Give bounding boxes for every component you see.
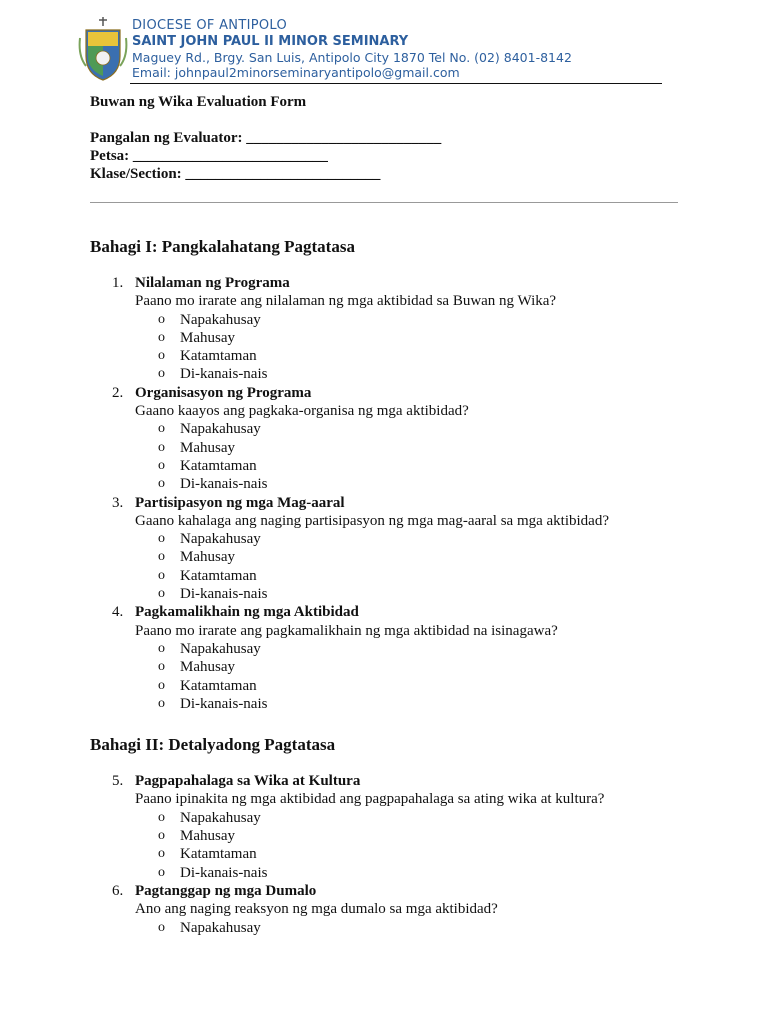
answer-option[interactable] xyxy=(135,365,680,383)
question-number: 1. xyxy=(112,275,124,291)
answer-option[interactable] xyxy=(135,567,680,585)
option-bullet-icon: o xyxy=(158,311,165,327)
school-address: Maguey Rd., Brgy. San Luis, Antipolo City 1870 Tel No. (02) 8401-8142 xyxy=(132,50,572,65)
option-bullet-icon: o xyxy=(158,567,165,583)
option-bullet-icon: o xyxy=(158,586,165,602)
seminary-seal-icon xyxy=(78,16,128,82)
option-label: Napakahusay xyxy=(180,809,261,826)
section-2-title: Bahagi II: Detalyadong Pagtatasa xyxy=(90,735,336,755)
option-bullet-icon: o xyxy=(158,864,165,880)
field-blank[interactable]: __________________________ xyxy=(132,148,328,164)
answer-option[interactable] xyxy=(135,457,680,475)
answer-option[interactable] xyxy=(135,658,680,676)
option-bullet-icon: o xyxy=(158,846,165,862)
question-number: 5. xyxy=(112,773,124,790)
option-bullet-icon: o xyxy=(158,421,165,437)
question-number: 4. xyxy=(112,604,124,621)
date-field[interactable] xyxy=(90,147,680,165)
option-label: Katamtaman xyxy=(180,457,257,474)
answer-option[interactable] xyxy=(135,439,680,457)
school-name: SAINT JOHN PAUL II MINOR SEMINARY xyxy=(132,34,409,49)
question-title: Pagpapahalaga sa Wika at Kultura xyxy=(135,773,361,790)
field-label: Klase/Section: xyxy=(90,166,182,182)
option-bullet-icon: o xyxy=(158,476,165,492)
option-bullet-icon: o xyxy=(158,659,165,675)
option-label: Napakahusay xyxy=(180,640,261,657)
question-item xyxy=(90,772,680,882)
answer-option[interactable] xyxy=(135,347,680,365)
option-bullet-icon: o xyxy=(158,549,165,565)
option-label: Di-kanais-nais xyxy=(180,864,268,881)
option-bullet-icon: o xyxy=(158,677,165,693)
section-1-questions xyxy=(90,274,680,713)
question-item xyxy=(90,494,680,604)
option-bullet-icon: o xyxy=(158,828,165,844)
answer-option[interactable] xyxy=(135,845,680,863)
question-text: Ano ang naging reaksyon ng mga dumalo sa mga aktibidad? xyxy=(135,901,498,918)
option-label: Mahusay xyxy=(180,828,235,845)
school-email: Email: johnpaul2minorseminaryantipolo@gmail.com xyxy=(132,65,460,80)
question-text: Paano mo irarate ang pagkamalikhain ng mga aktibidad na isinagawa? xyxy=(135,622,558,639)
letterhead xyxy=(78,14,664,86)
answer-options xyxy=(135,640,680,713)
question-item xyxy=(90,882,680,937)
option-bullet-icon: o xyxy=(158,695,165,711)
option-label: Mahusay xyxy=(180,329,235,346)
question-title: Partisipasyon ng mga Mag-aaral xyxy=(135,494,345,511)
answer-option[interactable] xyxy=(135,548,680,566)
option-label: Mahusay xyxy=(180,439,235,456)
letterhead-divider xyxy=(130,83,662,84)
option-bullet-icon: o xyxy=(158,531,165,547)
option-bullet-icon: o xyxy=(158,640,165,656)
question-item xyxy=(90,603,680,713)
evaluator-name-field[interactable] xyxy=(90,129,680,147)
horizontal-divider xyxy=(90,202,678,203)
answer-option[interactable] xyxy=(135,695,680,713)
question-item xyxy=(90,384,680,494)
option-label: Napakahusay xyxy=(180,421,261,438)
question-text: Gaano kahalaga ang naging partisipasyon ng mga mag-aaral sa mga aktibidad? xyxy=(135,512,609,529)
form-title: Buwan ng Wika Evaluation Form xyxy=(90,94,307,110)
option-label: Napakahusay xyxy=(180,311,261,328)
answer-options xyxy=(135,919,680,937)
option-label: Di-kanais-nais xyxy=(180,586,268,603)
answer-option[interactable] xyxy=(135,640,680,658)
field-label: Pangalan ng Evaluator: xyxy=(90,130,243,146)
option-label: Di-kanais-nais xyxy=(180,695,268,712)
diocese-name: DIOCESE OF ANTIPOLO xyxy=(132,18,287,33)
field-blank[interactable]: __________________________ xyxy=(185,166,381,182)
question-title: Pagtanggap ng mga Dumalo xyxy=(135,882,317,899)
field-blank[interactable]: __________________________ xyxy=(246,130,442,146)
answer-option[interactable] xyxy=(135,329,680,347)
option-bullet-icon: o xyxy=(158,366,165,382)
option-bullet-icon: o xyxy=(158,329,165,345)
option-label: Katamtaman xyxy=(180,677,257,694)
answer-options xyxy=(135,530,680,603)
section-1-title: Bahagi I: Pangkalahatang Pagtatasa xyxy=(90,237,355,256)
answer-options xyxy=(135,420,680,493)
header-fields xyxy=(90,129,680,183)
answer-option[interactable] xyxy=(135,311,680,329)
answer-option[interactable] xyxy=(135,475,680,493)
question-item xyxy=(90,274,680,384)
option-label: Di-kanais-nais xyxy=(180,476,268,493)
answer-option[interactable] xyxy=(135,677,680,695)
option-bullet-icon: o xyxy=(158,348,165,364)
answer-options xyxy=(135,311,680,384)
option-label: Mahusay xyxy=(180,659,235,676)
option-label: Napakahusay xyxy=(180,531,261,548)
answer-option[interactable] xyxy=(135,919,680,937)
option-bullet-icon: o xyxy=(158,439,165,455)
question-text: Paano ipinakita ng mga aktibidad ang pagpapahalaga sa ating wika at kultura? xyxy=(135,791,605,808)
answer-option[interactable] xyxy=(135,420,680,438)
answer-option[interactable] xyxy=(135,530,680,548)
option-label: Mahusay xyxy=(180,549,235,566)
option-bullet-icon: o xyxy=(158,809,165,825)
answer-option[interactable] xyxy=(135,864,680,882)
option-label: Napakahusay xyxy=(180,919,261,936)
answer-option[interactable] xyxy=(135,809,680,827)
option-bullet-icon: o xyxy=(158,457,165,473)
question-text: Paano mo irarate ang nilalaman ng mga aktibidad sa Buwan ng Wika? xyxy=(135,293,557,310)
question-number: 2. xyxy=(112,384,124,401)
option-label: Di-kanais-nais xyxy=(180,366,268,383)
question-title: Pagkamalikhain ng mga Aktibidad xyxy=(135,604,359,621)
question-number: 3. xyxy=(112,494,124,511)
field-label: Petsa: xyxy=(90,148,130,164)
option-bullet-icon: o xyxy=(158,919,165,935)
question-title: Nilalaman ng Programa xyxy=(135,275,290,291)
option-label: Katamtaman xyxy=(180,567,257,584)
question-text: Gaano kaayos ang pagkaka-organisa ng mga aktibidad? xyxy=(135,403,469,420)
answer-option[interactable] xyxy=(135,827,680,845)
question-number: 6. xyxy=(112,882,124,899)
option-label: Katamtaman xyxy=(180,846,257,863)
question-title: Organisasyon ng Programa xyxy=(135,384,312,401)
answer-options xyxy=(135,809,680,882)
form-body xyxy=(90,93,680,937)
section-2-questions xyxy=(90,772,680,937)
answer-option[interactable] xyxy=(135,585,680,603)
class-section-field[interactable] xyxy=(90,165,680,183)
option-label: Katamtaman xyxy=(180,348,257,365)
